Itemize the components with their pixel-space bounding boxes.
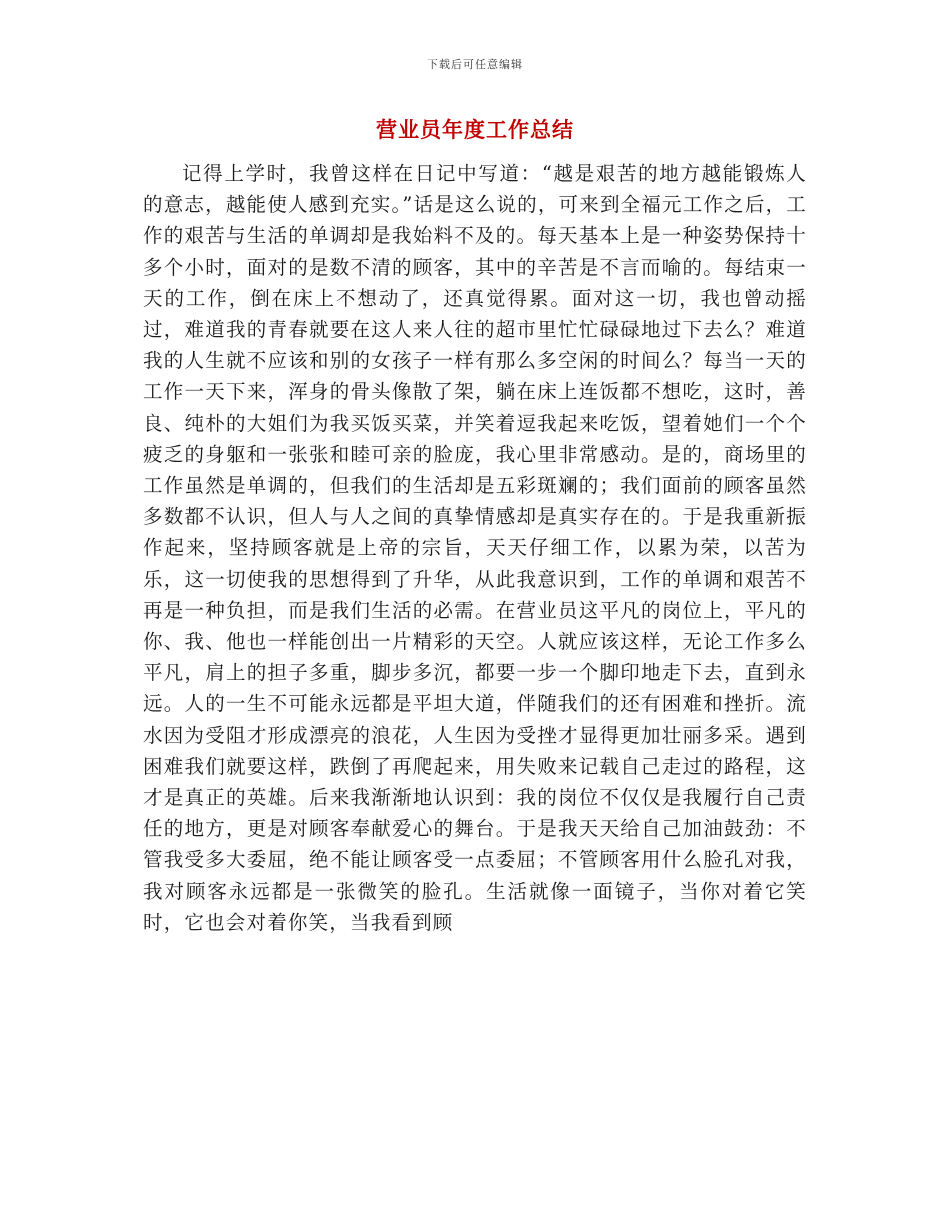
body-paragraph: 记得上学时，我曾这样在日记中写道：“越是艰苦的地方越能锻炼人的意志，越能使人感到充实。”话是这么说的，可来到全福元工作之后，工作的艰苦与生活的单调却是我始料不及的。每天基本上是一种姿势保持十多个小时，面对的是数不清的顾客，其中的辛苦是不言而喻的。每结束一天的工作，倒在床上不想动了，还真觉得累。面对这一切，我也曾动摇过，难道我的青春就要在这人来人往的超市里忙忙碌碌地过下去么？难道我的人生就不应该和别的女孩子一样有那么多空闲的时间么？每当一天的工作一天下来，浑身的骨头像散了架，躺在床上连饭都不想吃，这时，善良、纯朴的大姐们为我买饭买菜，并笑着逗我起来吃饭，望着她们一个个疲乏的身躯和一张张和睦可亲的脸庞，我心里非常感动。是的，商场里的工作虽然是单调的，但我们的生活却是五彩斑斓的；我们面前的顾客虽然多数都不认识，但人与人之间的真挚情感却是真实存在的。于是我重新振作起来，坚持顾客就是上帝的宗旨，天天仔细工作，以累为荣，以苦为乐，这一切使我的思想得到了升华，从此我意识到，工作的单调和艰苦不再是一种负担，而是我们生活的必需。在营业员这平凡的岗位上，平凡的你、我、他也一样能创出一片精彩的天空。人就应该这样，无论工作多么平凡，肩上的担子多重，脚步多沉，都要一步一个脚印地走下去，直到永远。人的一生不可能永远都是平坦大道，伴随我们的还有困难和挫折。流水因为受阻才形成漂亮的浪花，人生因为受挫才显得更加壮丽多采。遇到困难我们就要这样，跌倒了再爬起来，用失败来记载自己走过的路程，这才是真正的英雄。后来我渐渐地认识到：我的岗位不仅仅是我履行自己责任的地方，更是对顾客奉献爱心的舞台。于是我天天给自己加油鼓劲：不管我受多大委屈，绝不能让顾客受一点委屈；不管顾客用什么脸孔对我，我对顾客永远都是一张微笑的脸孔。生活就像一面镜子，当你对着它笑时，它也会对着你笑，当我看到顾: [143, 162, 807, 934]
page-title: 营业员年度工作总结: [376, 117, 574, 142]
header-note: 下载后可任意编辑: [427, 58, 523, 71]
